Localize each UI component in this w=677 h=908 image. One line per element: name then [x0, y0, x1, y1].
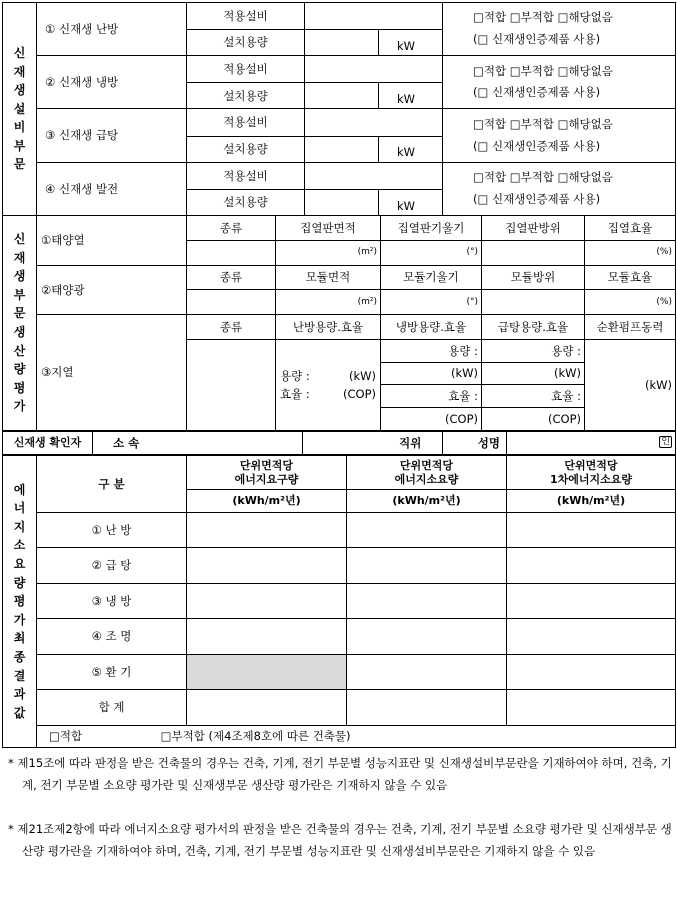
- energy-consumption-cell[interactable]: [347, 512, 507, 547]
- header-collector-azimuth: 집열판방위: [482, 216, 585, 241]
- energy-row-label: ① 난 방: [37, 512, 187, 547]
- energy-requirement-cell[interactable]: [187, 512, 347, 547]
- solar-thermal-label: ①태양열: [37, 216, 187, 266]
- seal-mark[interactable]: 인: [657, 432, 676, 455]
- primary-energy-cell[interactable]: [507, 690, 676, 725]
- energy-evaluation-table: [2, 455, 676, 748]
- vertical-title-char: 량: [13, 362, 26, 377]
- energy-row-label: ② 급 탕: [37, 548, 187, 583]
- capacity-unit: kW: [379, 83, 443, 109]
- capacity-label: 설치용량: [187, 189, 305, 215]
- vertical-title-char: 부: [13, 138, 26, 153]
- vertical-title-char: 재: [13, 64, 26, 79]
- compliance-options[interactable]: □적합 □부적합 □해당없음 (□ 신재생인증제품 사용): [443, 109, 676, 162]
- geothermal-hotwater-eff-unit: (COP): [482, 408, 585, 431]
- vertical-title-char: 생: [13, 83, 26, 98]
- energy-col-unit: (kWh/m²년): [507, 490, 676, 512]
- solar-pv-efficiency-cell[interactable]: (%): [585, 290, 676, 315]
- energy-consumption-cell[interactable]: [347, 583, 507, 618]
- energy-consumption-cell[interactable]: [347, 619, 507, 654]
- geothermal-pump-cell[interactable]: (kW): [585, 339, 676, 430]
- vertical-title-char: 신: [13, 232, 26, 247]
- geothermal-label: ③지열: [37, 315, 187, 431]
- vertical-title-char: 지: [13, 519, 26, 534]
- header-pump-power: 순환펌프동력: [585, 315, 676, 340]
- energy-consumption-cell[interactable]: [347, 654, 507, 689]
- geothermal-cooling-eff[interactable]: 효율 :: [381, 385, 482, 408]
- capacity-unit: kW: [379, 30, 443, 56]
- solar-pv-type-cell[interactable]: [187, 290, 276, 315]
- geothermal-hotwater-cap-unit: (kW): [482, 362, 585, 385]
- vertical-title-char: 문: [13, 306, 26, 321]
- primary-energy-cell[interactable]: [507, 654, 676, 689]
- vertical-title-char: 부: [13, 287, 26, 302]
- vertical-title-char: 결: [13, 668, 26, 683]
- affiliation-label[interactable]: 소 속: [93, 432, 303, 455]
- section-title-production: [3, 216, 37, 431]
- equipment-row-label: ④ 신재생 발전: [37, 162, 187, 215]
- geothermal-cooling-cap-unit: (kW): [381, 362, 482, 385]
- energy-col-unit: (kWh/m²년): [347, 490, 507, 512]
- header-cooling-capacity: 냉방용량.효율: [381, 315, 482, 340]
- energy-col-header: 단위면적당 에너지요구량: [187, 456, 347, 490]
- applied-equipment-field[interactable]: [305, 3, 443, 30]
- equipment-row-label: ③ 신재생 급탕: [37, 109, 187, 162]
- name-field[interactable]: [507, 432, 657, 455]
- confirmer-table: [2, 431, 676, 455]
- vertical-title-char: 비: [13, 120, 26, 135]
- solar-pv-area-cell[interactable]: (m²): [276, 290, 381, 315]
- applied-equipment-label: 적용설비: [187, 109, 305, 136]
- vertical-title-char: 평: [13, 380, 26, 395]
- primary-energy-cell[interactable]: [507, 512, 676, 547]
- header-type: 종류: [187, 265, 276, 290]
- solar-thermal-type-cell[interactable]: [187, 240, 276, 265]
- applied-equipment-field[interactable]: [305, 56, 443, 83]
- header-hotwater-capacity: 급탕용량.효율: [482, 315, 585, 340]
- energy-consumption-cell[interactable]: [347, 690, 507, 725]
- energy-consumption-cell[interactable]: [347, 548, 507, 583]
- header-module-azimuth: 모듈방위: [482, 265, 585, 290]
- capacity-field[interactable]: [305, 83, 379, 109]
- vertical-title-char: 생: [13, 325, 26, 339]
- energy-row-label: 합 계: [37, 690, 187, 725]
- vertical-title-char: 요: [13, 557, 26, 572]
- position-label: 직위: [379, 432, 443, 455]
- solar-pv-tilt-cell[interactable]: (°): [381, 290, 482, 315]
- renewable-production-table: [2, 215, 676, 431]
- vertical-title-char: 소: [13, 538, 26, 553]
- capacity-field[interactable]: [305, 136, 379, 162]
- equipment-row-label: ② 신재생 냉방: [37, 56, 187, 109]
- section-title-equipment: [3, 3, 37, 216]
- header-collector-area: 집열판면적: [276, 216, 381, 241]
- compliance-options[interactable]: □적합 □부적합 □해당없음 (□ 신재생인증제품 사용): [443, 56, 676, 109]
- result-fail-checkbox[interactable]: □부적합 (제4조제8호에 따른 건축물): [160, 729, 351, 744]
- energy-row-label: ⑤ 환 기: [37, 654, 187, 689]
- capacity-unit: kW: [379, 136, 443, 162]
- capacity-label: 설치용량: [187, 83, 305, 109]
- name-label: 성명: [443, 432, 507, 455]
- vertical-title-char: 과: [13, 687, 26, 702]
- solar-pv-azimuth-cell[interactable]: [482, 290, 585, 315]
- geothermal-hotwater-cap[interactable]: 용량 :: [482, 339, 585, 362]
- note-2: * 제21조제2항에 따라 에너지소요량 평가서의 판정을 받은 건축물의 경우는 건축, 기계, 전기 부문별 소요량 평가란 및 신재생부문 생산량 평가란을 기재하여야 하며, 건축, 기계, 전기 부문별 성능지표란 및 신재생설비부문란은 기재하지 않을 수 있음: [8, 822, 672, 858]
- vertical-title-char: 값: [13, 705, 26, 720]
- energy-col-header: 단위면적당 1차에너지소요량: [507, 456, 676, 490]
- energy-requirement-cell[interactable]: [187, 690, 347, 725]
- energy-col-unit: (kWh/m²년): [187, 490, 347, 512]
- energy-row-label: ③ 냉 방: [37, 583, 187, 618]
- vertical-title-char: 생: [13, 269, 26, 284]
- geothermal-hotwater-eff[interactable]: 효율 :: [482, 385, 585, 408]
- header-heating-capacity: 난방용량.효율: [276, 315, 381, 340]
- vertical-title-char: 량: [13, 575, 26, 590]
- capacity-label: 설치용량: [187, 136, 305, 162]
- energy-requirement-cell[interactable]: [187, 583, 347, 618]
- vertical-title-char: 가: [13, 399, 26, 414]
- geothermal-cooling-eff-unit: (COP): [381, 408, 482, 431]
- vertical-title-char: 설: [13, 101, 26, 116]
- energy-col-header: 단위면적당 에너지소요량: [347, 456, 507, 490]
- applied-equipment-label: 적용설비: [187, 3, 305, 30]
- header-module-tilt: 모듈기울기: [381, 265, 482, 290]
- vertical-title-char: 문: [13, 157, 26, 172]
- capacity-unit: kW: [379, 189, 443, 215]
- geothermal-cooling-cap[interactable]: 용량 :: [381, 339, 482, 362]
- vertical-title-char: 종: [13, 649, 26, 664]
- result-ok-checkbox[interactable]: □적합: [49, 729, 83, 744]
- compliance-options[interactable]: □적합 □부적합 □해당없음 (□ 신재생인증제품 사용): [443, 3, 676, 56]
- compliance-options[interactable]: □적합 □부적합 □해당없음 (□ 신재생인증제품 사용): [443, 162, 676, 215]
- primary-energy-cell[interactable]: [507, 619, 676, 654]
- vertical-title-char: 신: [13, 45, 26, 60]
- energy-requirement-cell[interactable]: [187, 619, 347, 654]
- energy-requirement-cell[interactable]: [187, 548, 347, 583]
- vertical-title-char: 에: [13, 482, 26, 497]
- primary-energy-cell[interactable]: [507, 583, 676, 618]
- vertical-title-char: 너: [13, 501, 26, 516]
- solar-thermal-azimuth-cell[interactable]: [482, 240, 585, 265]
- applied-equipment-field[interactable]: [305, 162, 443, 189]
- header-type: 종류: [187, 216, 276, 241]
- applied-equipment-label: 적용설비: [187, 162, 305, 189]
- note-1: * 제15조에 따라 판정을 받은 건축물의 경우는 건축, 기계, 전기 부문별 성능지표란 및 신재생설비부문란을 기재하여야 하며, 건축, 기계, 전기 부문별 소요량 평가란 및 신재생부문 생산량 평가란은 기재하지 않을 수 있음: [8, 756, 672, 792]
- header-module-efficiency: 모듈효율: [585, 265, 676, 290]
- section-title-energy: [3, 456, 37, 748]
- header-module-area: 모듈면적: [276, 265, 381, 290]
- vertical-title-char: 평: [13, 594, 26, 609]
- header-type: 종류: [187, 315, 276, 340]
- energy-requirement-cell: [187, 654, 347, 689]
- confirmer-label: 신재생 확인자: [3, 432, 93, 455]
- energy-row-label: ④ 조 명: [37, 619, 187, 654]
- solar-pv-label: ②태양광: [37, 265, 187, 315]
- geothermal-heating-cell[interactable]: 용량 : (kW) 효율 : (COP): [276, 339, 381, 430]
- header-collector-efficiency: 집열효율: [585, 216, 676, 241]
- capacity-field[interactable]: [305, 189, 379, 215]
- solar-thermal-efficiency-cell[interactable]: (%): [585, 240, 676, 265]
- vertical-title-char: 최: [13, 631, 26, 646]
- solar-thermal-area-cell[interactable]: (m²): [276, 240, 381, 265]
- capacity-field[interactable]: [305, 30, 379, 56]
- capacity-label: 설치용량: [187, 30, 305, 56]
- notes: [4, 752, 674, 862]
- vertical-title-char: 가: [13, 612, 26, 627]
- solar-thermal-tilt-cell[interactable]: (°): [381, 240, 482, 265]
- vertical-title-char: 산: [13, 343, 26, 358]
- applied-equipment-field[interactable]: [305, 109, 443, 136]
- equipment-row-label: ① 신재생 난방: [37, 3, 187, 56]
- vertical-title-char: 재: [13, 250, 26, 265]
- header-collector-tilt: 집열판기울기: [381, 216, 482, 241]
- applied-equipment-label: 적용설비: [187, 56, 305, 83]
- primary-energy-cell[interactable]: [507, 548, 676, 583]
- category-header: 구 분: [37, 456, 187, 513]
- geothermal-type-cell[interactable]: [187, 339, 276, 430]
- renewable-equipment-table: [2, 2, 676, 216]
- result-options[interactable]: [37, 725, 676, 747]
